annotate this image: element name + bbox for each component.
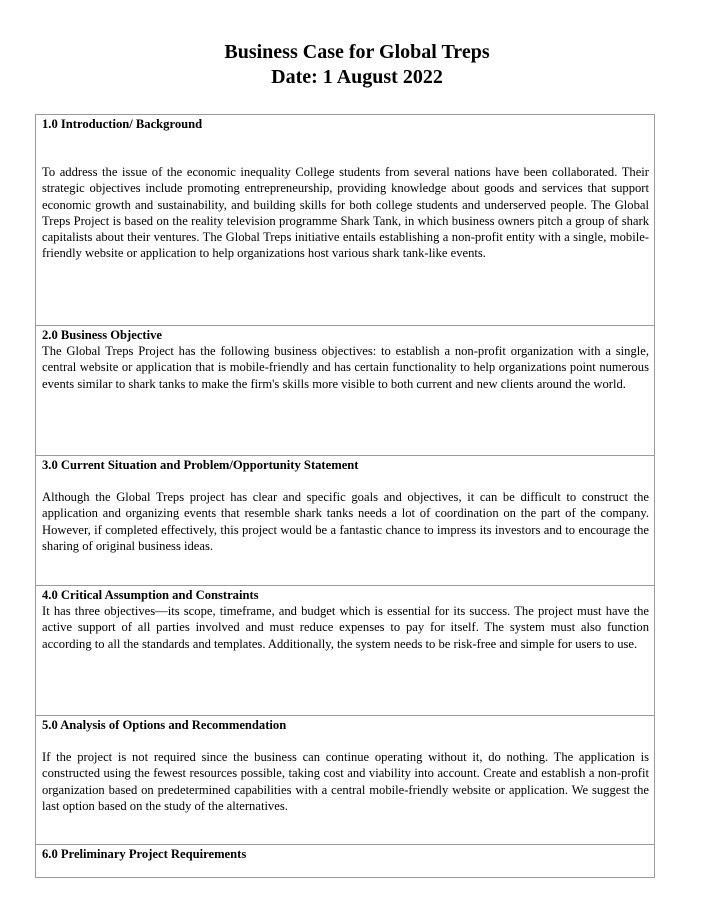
section-heading: 5.0 Analysis of Options and Recommendation [42,718,287,732]
section-heading: 2.0 Business Objective [42,328,162,342]
document-title: Business Case for Global Treps [224,41,490,63]
section-business-objective [36,326,654,456]
section-options-recommendation [36,716,654,845]
section-body: To address the issue of the economic inequality College students from several nations have been collaborated. Their strategic objectives include promoting entrepreneurship, providing knowledge about goods and services that support economic growth and sustainability, and building skills for both college students and underserved people. The Global Treps Project is based on the reality television programme Shark Tank, in which business owners pitch a group of shark capitalists about their ventures. The Global Treps initiative entails establishing a non-profit entity with a single, mobile-friendly website or application to help organizations host various shark tank-like events. [42,165,649,261]
section-body: It has three objectives—its scope, timeframe, and budget which is essential for its success. The project must have the active support of all parties involved and must reduce expenses to pay for itself. The system must also function according to all the standards and templates. Additionally, the system needs to be risk-free and simple for users to use. [42,604,649,651]
section-introduction [36,115,654,326]
section-heading: 1.0 Introduction/ Background [42,117,203,131]
section-body: If the project is not required since the business can continue operating without it, do nothing. The application is constructed using the fewest resources possible, taking cost and viability into account. Create and establish a non-profit organization based on predetermined capabilities with a central mobile-friendly website or application. We suggest the last option based on the study of the alternatives. [42,750,649,813]
section-assumptions-constraints [36,586,654,716]
section-heading: 6.0 Preliminary Project Requirements [42,847,247,861]
section-preliminary-requirements [36,845,654,877]
section-current-situation [36,456,654,586]
document-date: Date: 1 August 2022 [271,66,443,88]
section-body: The Global Treps Project has the following business objectives: to establish a non-profit organization with a single, central website or application that is mobile-friendly and has certain functionality to help organizations point numerous events similar to shark tanks to make the firm's skills more visible to both current and new clients around the world. [42,344,649,391]
document-header [0,40,714,90]
section-heading: 3.0 Current Situation and Problem/Opportunity Statement [42,458,359,472]
section-body: Although the Global Treps project has clear and specific goals and objectives, it can be difficult to construct the application and organizing events that resemble shark tanks needs a lot of coordination on the part of the company. However, if completed effectively, this project would be a fantastic chance to impress its investors and to encourage the sharing of original business ideas. [42,490,649,553]
section-heading: 4.0 Critical Assumption and Constraints [42,588,259,602]
business-case-table [35,114,655,878]
